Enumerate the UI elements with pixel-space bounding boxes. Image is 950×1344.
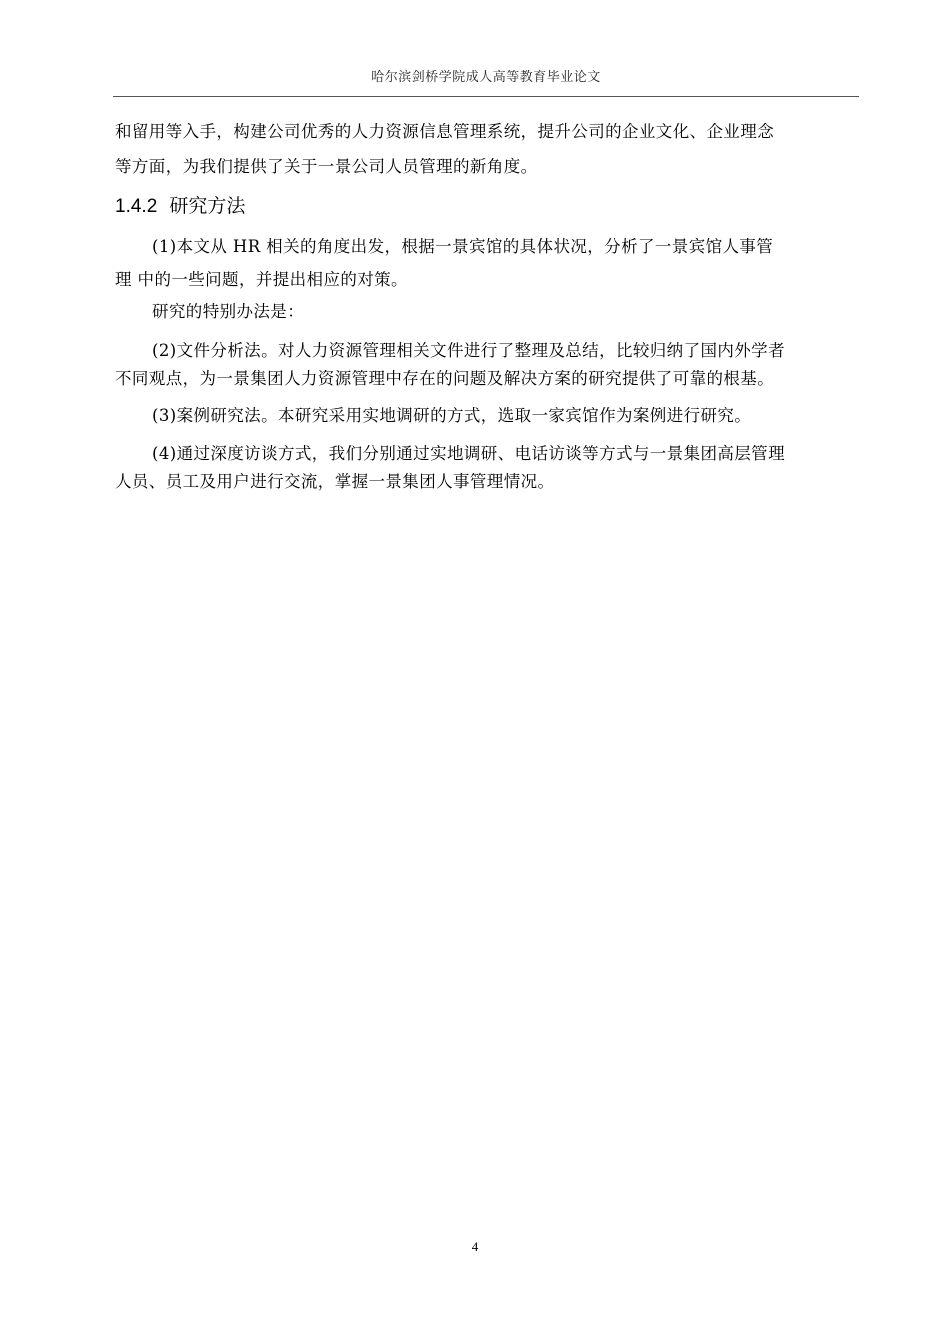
section-number: 1.4.2 [115, 196, 158, 217]
paragraph-5-line-2: 人员、员工及用户进行交流，掌握一景集团人事管理情况。 [115, 472, 555, 491]
intro-line-2: 等方面，为我们提供了关于一景公司人员管理的新角度。 [115, 157, 538, 176]
section-title: 研究方法 [169, 195, 246, 217]
section-heading [115, 191, 245, 218]
running-header: 哈尔滨剑桥学院成人高等教育毕业论文 [371, 70, 601, 85]
intro-line-1: 和留用等入手，构建公司优秀的人力资源信息管理系统，提升公司的企业文化、企业理念 [115, 122, 775, 141]
page-number: 4 [471, 1239, 479, 1254]
paragraph-4: (3)案例研究法。本研究采用实地调研的方式，选取一家宾馆作为案例进行研究。 [152, 406, 752, 425]
header-divider [113, 96, 859, 97]
paragraph-1-line-1: (1)本文从 HR 相关的角度出发，根据一景宾馆的具体状况，分析了一景宾馆人事管 [152, 237, 774, 256]
paragraph-3-line-2: 不同观点，为一景集团人力资源管理中存在的问题及解决方案的研究提供了可靠的根基。 [115, 369, 775, 388]
paragraph-1-line-2: 理 中的一些问题，并提出相应的对策。 [115, 270, 408, 289]
paragraph-5-line-1: (4)通过深度访谈方式，我们分别通过实地调研、电话访谈等方式与一景集团高层管理 [152, 444, 785, 463]
paragraph-3-line-1: (2)文件分析法。对人力资源管理相关文件进行了整理及总结，比较归纳了国内外学者 [152, 341, 785, 360]
paragraph-2: 研究的特别办法是： [152, 302, 305, 321]
